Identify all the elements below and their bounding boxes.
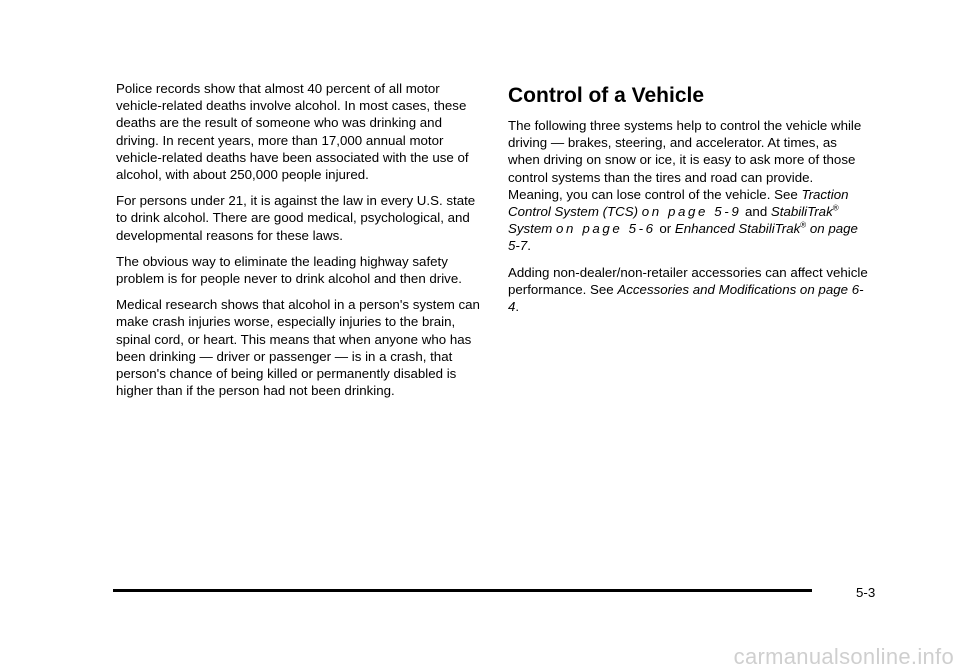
left-column <box>116 80 488 408</box>
section-heading: Control of a Vehicle <box>508 84 705 107</box>
paragraph-eliminate-problem: The obvious way to eliminate the leading highway safety problem is for people never to drink alcohol and then drive. <box>116 253 462 287</box>
paragraph-text: Adding non-dealer/non-retailer accessories can affect vehicle performance. See <box>508 264 868 297</box>
link-traction-control[interactable]: Traction Control System (TCS) <box>508 186 849 220</box>
paragraph-medical-research: Medical research shows that alcohol in a person's system can make crash injuries worse, especially injuries to the brain, spinal cord, or heart. This means that when anyone who has been drinking — driver or passenger — is in a crash, that person's chance of being killed or permanently disabled is higher than if the person had not been drinking. <box>116 297 480 399</box>
paragraph-control-systems <box>508 117 868 255</box>
link-stabilitrak-system[interactable]: System <box>508 221 553 237</box>
paragraph-underage-law: For persons under 21, it is against the law in every U.S. state to drink alcohol. There are good medical, psychological, and developmental reasons for these laws. <box>116 193 476 243</box>
right-column <box>508 80 868 324</box>
link-stabilitrak-page[interactable]: on page 5-6 <box>556 221 656 237</box>
page-number: 5-3 <box>856 585 876 600</box>
registered-mark: ® <box>800 220 807 230</box>
paragraph-accessories <box>508 264 868 316</box>
footer-rule <box>113 589 812 592</box>
link-accessories[interactable]: Accessories and Modifications on page 6-4 <box>508 281 864 315</box>
paragraph-text: The following three systems help to control the vehicle while driving — brakes, steering, and accelerator. At times, as when driving on snow or ice, it is easy to ask more of those control systems than the tires and road can provide. Meaning, you can lose control of the vehicle. See <box>508 118 862 202</box>
link-traction-control-page[interactable]: on page 5-9 <box>641 204 742 220</box>
watermark: carmanualsonline.info <box>733 644 954 669</box>
sentence-end: . <box>515 299 520 315</box>
link-enhanced-stabilitrak[interactable]: Enhanced StabiliTrak <box>674 221 801 237</box>
registered-mark: ® <box>832 203 839 213</box>
link-enhanced-stabilitrak-page[interactable]: on page 5-7 <box>508 221 858 254</box>
sentence-end: . <box>527 238 531 254</box>
connector-and: and <box>741 204 771 220</box>
paragraph-alcohol-statistics: Police records show that almost 40 percent of all motor vehicle-related deaths involve alcohol. In most cases, these deaths are the result of someone who was drinking and driving. In recent years, more than 17,000 annual motor vehicle-related deaths have been associated with the use of alcohol, with about 250,000 people injured. <box>116 81 469 183</box>
connector-or: or <box>655 221 675 237</box>
link-stabilitrak[interactable]: StabiliTrak <box>770 204 833 220</box>
